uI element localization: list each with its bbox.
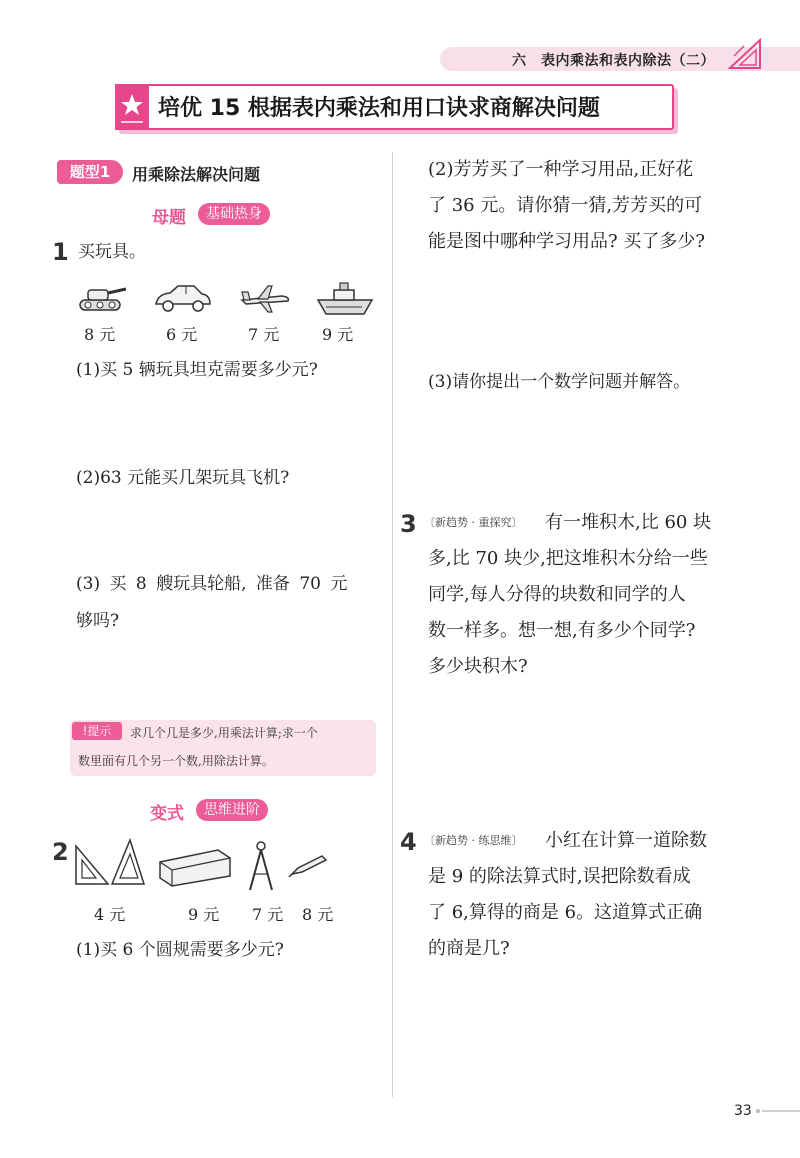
price-label: 8 元 — [302, 905, 334, 924]
lesson-title: 培优 15 根据表内乘法和用口诀求商解决问题 — [158, 96, 600, 121]
mother-question-sub-label: 基础热身 — [198, 203, 270, 225]
mother-question-label: 母题 — [152, 208, 186, 228]
exclamation-icon: ! — [82, 724, 88, 738]
question-2-number: 2 — [52, 838, 69, 866]
chapter-title: 六 表内乘法和表内除法（二） — [512, 53, 715, 69]
question-3-text: 同学,每人分得的块数和同学的人 — [428, 584, 686, 605]
column-divider — [392, 152, 393, 1097]
question-3-tag: 〔新趋势 · 重探究〕 — [424, 516, 523, 529]
footer-rule — [762, 1110, 800, 1112]
question-type-title: 用乘除法解决问题 — [132, 165, 261, 184]
toy-ship-icon — [316, 280, 374, 318]
hint-text: 数里面有几个另一个数,用除法计算。 — [78, 754, 274, 768]
price-label: 7 元 — [248, 325, 280, 344]
star-icon — [115, 84, 149, 130]
variant-sub-label: 思维进阶 — [196, 799, 268, 821]
footer-dot — [756, 1109, 760, 1113]
question-3-number: 3 — [400, 510, 417, 538]
question-1-part-3: (3) 买 8 艘玩具轮船, 准备 70 元 — [76, 574, 348, 594]
lesson-star-box — [115, 84, 149, 130]
price-label: 7 元 — [252, 905, 284, 924]
question-3-text: 多少块积木? — [428, 656, 528, 677]
question-4-number: 4 — [400, 828, 417, 856]
question-2-part-2-cont: 了 36 元。请你猜一猜,芳芳买的可 — [428, 195, 703, 216]
price-label: 4 元 — [94, 905, 126, 924]
hint-label: !提示 — [72, 722, 122, 740]
question-4-text: 的商是几? — [428, 938, 510, 959]
triangle-ruler-icon — [726, 38, 764, 72]
question-2-part-1: (1)买 6 个圆规需要多少元? — [76, 940, 284, 960]
question-2-part-2: (2)芳芳买了一种学习用品,正好花 — [428, 159, 694, 180]
price-label: 9 元 — [322, 325, 354, 344]
question-4-text: 了 6,算得的商是 6。这道算式正确 — [428, 902, 703, 923]
page-number: 33 — [734, 1103, 752, 1119]
question-1-number: 1 — [52, 238, 69, 266]
question-1-stem: 买玩具。 — [78, 242, 146, 262]
question-type-badge: 题型1 — [57, 160, 123, 184]
price-label: 8 元 — [84, 325, 116, 344]
question-2-part-3: (3)请你提出一个数学问题并解答。 — [428, 372, 691, 392]
pencil-case-icon — [158, 848, 232, 888]
question-1-part-2: (2)63 元能买几架玩具飞机? — [76, 468, 290, 488]
question-1-part-1: (1)买 5 辆玩具坦克需要多少元? — [76, 360, 318, 380]
toy-tank-icon — [76, 280, 128, 316]
question-2-part-2-cont: 能是图中哪种学习用品? 买了多少? — [428, 231, 706, 252]
toy-car-icon — [152, 282, 214, 316]
question-3-text: 多,比 70 块少,把这堆积木分给一些 — [428, 548, 708, 569]
variant-label: 变式 — [150, 804, 184, 824]
question-1-part-3-cont: 够吗? — [76, 611, 120, 631]
price-label: 6 元 — [166, 325, 198, 344]
question-3-text: 有一堆积木,比 60 块 — [545, 512, 712, 533]
set-square-icon — [74, 838, 146, 888]
question-4-text: 是 9 的除法算式时,误把除数看成 — [428, 866, 691, 887]
compass-icon — [246, 840, 276, 892]
question-4-tag: 〔新趋势 · 练思维〕 — [424, 834, 523, 847]
pen-icon — [288, 852, 328, 878]
hint-text: 求几个几是多少,用乘法计算;求一个 — [130, 726, 318, 740]
toy-plane-icon — [238, 284, 292, 314]
question-4-text: 小红在计算一道除数 — [545, 830, 707, 851]
question-3-text: 数一样多。想一想,有多少个同学? — [428, 620, 696, 641]
price-label: 9 元 — [188, 905, 220, 924]
